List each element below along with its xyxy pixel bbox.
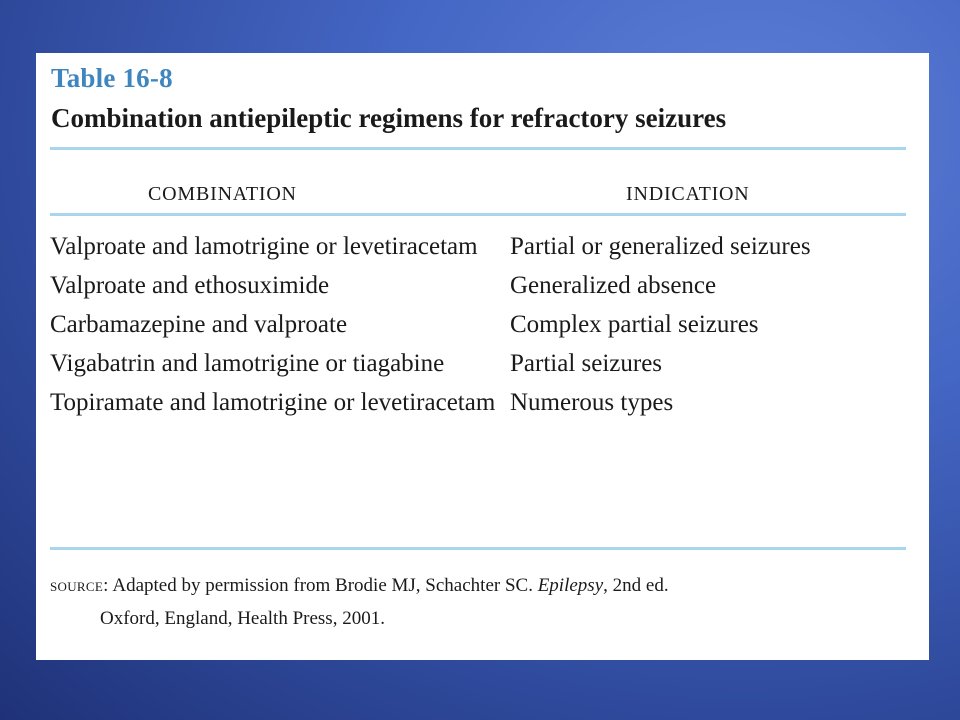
table-title: Combination antiepileptic regimens for refractory seizures	[51, 103, 727, 133]
table-row	[50, 305, 910, 344]
top-rule	[50, 147, 906, 150]
table-row	[50, 383, 910, 422]
table-row	[50, 344, 910, 383]
table-number: Table 16-8	[51, 63, 173, 93]
combination-cell: Vigabatrin and lamotrigine or tiagabine	[50, 350, 445, 377]
indication-cell: Partial seizures	[510, 350, 663, 377]
source-line-2: Oxford, England, Health Press, 2001.	[100, 608, 385, 629]
table-row	[50, 227, 910, 266]
combination-cell: Topiramate and lamotrigine or levetiracetam	[50, 389, 496, 416]
combination-cell: Valproate and lamotrigine or levetiracetam	[50, 233, 478, 260]
header-rule	[50, 213, 906, 216]
source-line-1	[50, 569, 920, 602]
combination-cell: Valproate and ethosuximide	[50, 272, 330, 299]
source-text-after: , 2nd ed.	[603, 575, 669, 596]
bottom-rule	[50, 547, 906, 550]
source-label: source:	[50, 575, 109, 596]
indication-cell: Partial or generalized seizures	[510, 233, 811, 260]
combination-cell: Carbamazepine and valproate	[50, 311, 348, 338]
column-header-combination: COMBINATION	[148, 183, 297, 205]
column-header-indication: INDICATION	[626, 183, 750, 205]
indication-cell: Generalized absence	[510, 272, 717, 299]
source-text-before: Adapted by permission from Brodie MJ, Schachter SC.	[108, 575, 538, 596]
indication-cell: Complex partial seizures	[510, 311, 759, 338]
source-book-title: Epilepsy	[537, 575, 604, 596]
slide-panel	[36, 53, 929, 660]
indication-cell: Numerous types	[510, 389, 674, 416]
table-body	[50, 227, 910, 422]
table-row	[50, 266, 910, 305]
source-note	[50, 569, 920, 635]
